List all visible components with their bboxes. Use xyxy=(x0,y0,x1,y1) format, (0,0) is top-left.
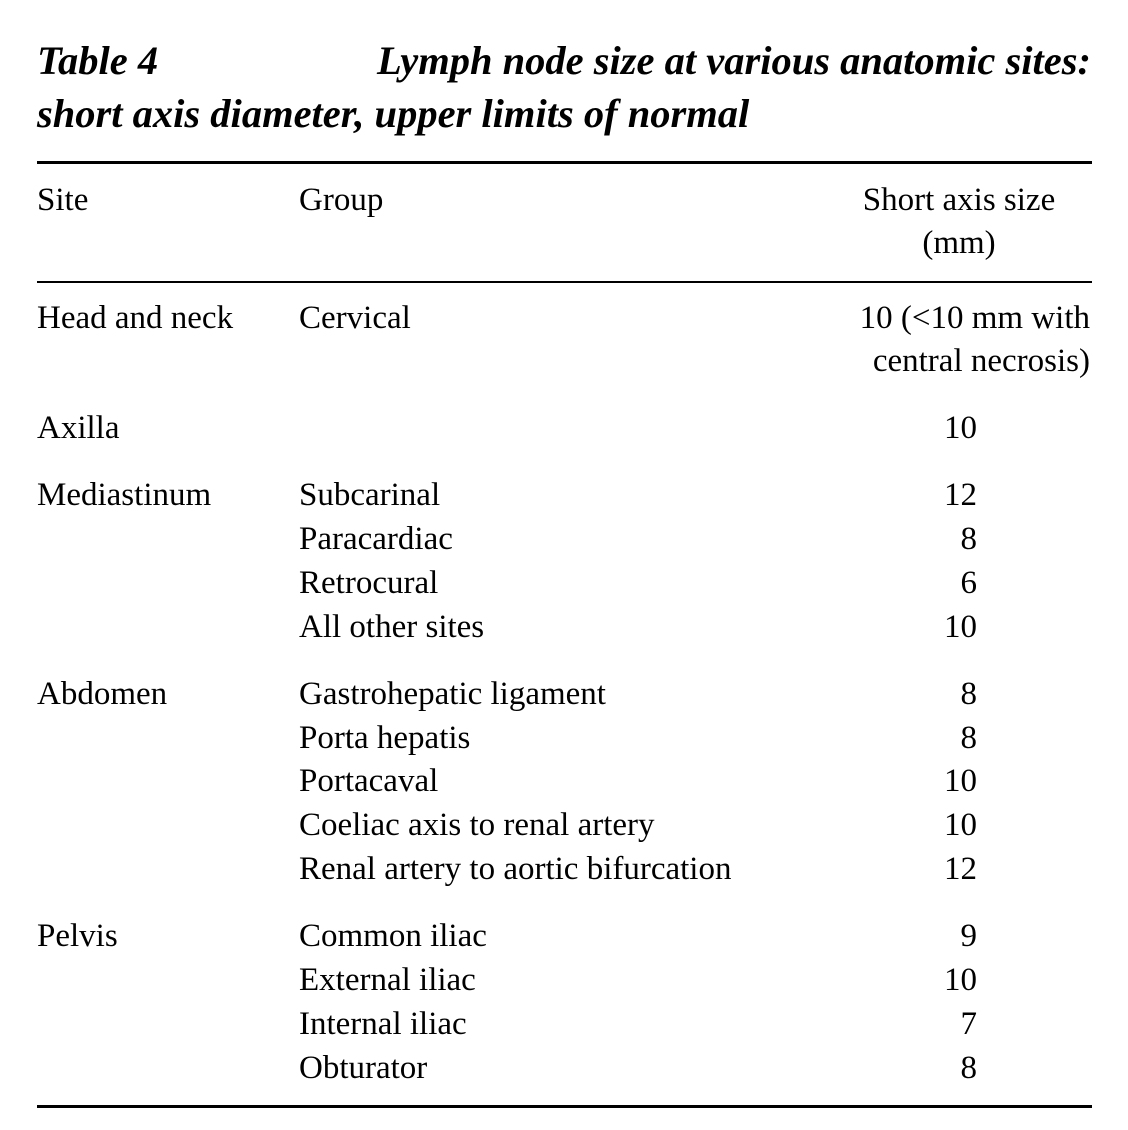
site-axilla: Axilla xyxy=(37,410,120,446)
size-retrocural: 6 xyxy=(960,565,977,601)
header-size-line-2: (mm) xyxy=(922,225,996,261)
size-porta-hepatis: 8 xyxy=(960,720,977,756)
header-rule xyxy=(37,281,1092,283)
group-gastrohepatic-ligament: Gastrohepatic ligament xyxy=(299,676,606,712)
group-internal-iliac: Internal iliac xyxy=(299,1006,467,1042)
size-subcarinal: 12 xyxy=(944,477,977,513)
header-site: Site xyxy=(37,182,89,218)
site-head-and-neck: Head and neck xyxy=(37,300,234,336)
bottom-rule xyxy=(37,1105,1092,1108)
group-obturator: Obturator xyxy=(299,1050,428,1086)
group-all-other-sites: All other sites xyxy=(299,609,485,645)
size-gastrohepatic-ligament: 8 xyxy=(960,676,977,712)
size-internal-iliac: 7 xyxy=(960,1006,977,1042)
group-subcarinal: Subcarinal xyxy=(299,477,441,513)
group-porta-hepatis: Porta hepatis xyxy=(299,720,471,756)
size-common-iliac: 9 xyxy=(960,918,977,954)
caption-title-line-2: short axis diameter, upper limits of normal xyxy=(37,91,750,136)
size-cervical-line-2: central necrosis) xyxy=(872,343,1090,379)
table-caption xyxy=(37,34,1091,140)
site-pelvis: Pelvis xyxy=(37,918,118,954)
site-mediastinum: Mediastinum xyxy=(37,477,212,513)
size-external-iliac: 10 xyxy=(944,962,977,998)
group-renal-artery-to-aortic-bifurcation: Renal artery to aortic bifurcation xyxy=(299,851,732,887)
caption-label: Table 4 xyxy=(37,38,159,83)
header-group: Group xyxy=(299,182,384,218)
header-size-line-1: Short axis size xyxy=(862,182,1056,218)
site-abdomen: Abdomen xyxy=(37,676,168,712)
size-axilla: 10 xyxy=(944,410,977,446)
top-rule xyxy=(37,161,1092,164)
size-renal-artery-to-aortic-bifurcation: 12 xyxy=(944,851,977,887)
size-paracardiac: 8 xyxy=(960,521,977,557)
group-common-iliac: Common iliac xyxy=(299,918,487,954)
caption-line-1 xyxy=(37,34,1091,87)
group-coeliac-axis-to-renal-artery: Coeliac axis to renal artery xyxy=(299,807,655,843)
group-cervical: Cervical xyxy=(299,300,411,336)
size-coeliac-axis-to-renal-artery: 10 xyxy=(944,807,977,843)
group-retrocural: Retrocural xyxy=(299,565,439,601)
group-paracardiac: Paracardiac xyxy=(299,521,453,557)
size-portacaval: 10 xyxy=(944,763,977,799)
size-obturator: 8 xyxy=(960,1050,977,1086)
size-all-other-sites: 10 xyxy=(944,609,977,645)
group-external-iliac: External iliac xyxy=(299,962,476,998)
caption-title-line-1: Lymph node size at various anatomic sites: xyxy=(376,38,1091,83)
size-cervical-line-1: 10 (<10 mm with xyxy=(859,300,1090,336)
group-portacaval: Portacaval xyxy=(299,763,439,799)
